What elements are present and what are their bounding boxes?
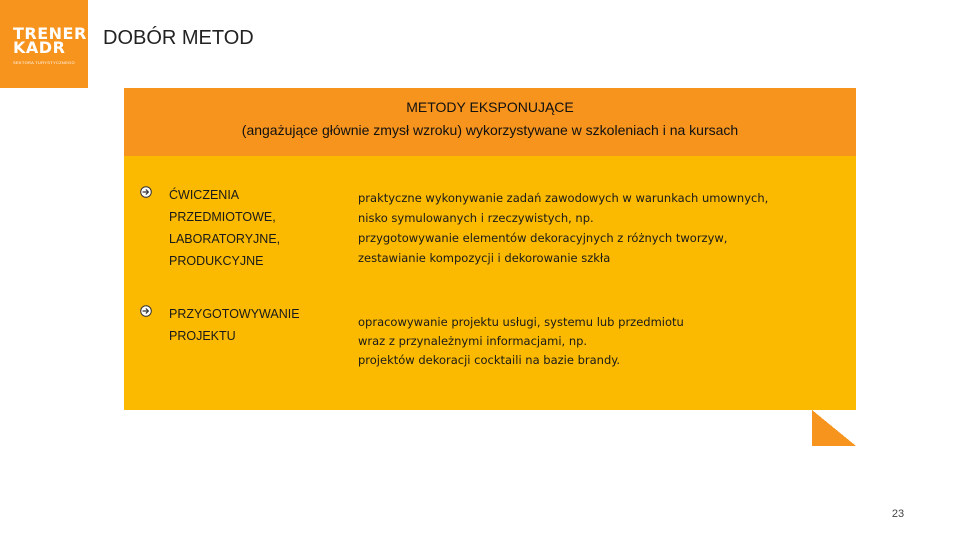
method-term: PRZYGOTOWYWANIE PROJEKTU: [169, 307, 300, 343]
logo-line1: TRENER: [13, 24, 87, 43]
logo-tagline: SEKTORA TURYSTYCZNEGO: [13, 60, 75, 65]
logo-line2: KADR: [13, 38, 66, 57]
method-description: opracowywanie projektu usługi, systemu lub przedmiotu wraz z przynależnymi informacjami, np. projektów dekoracji cocktaili na bazie brandy.: [358, 315, 684, 367]
panel-header-subtitle: (angażujące głównie zmysł wzroku) wykorzystywane w szkoleniach i na kursach: [241, 122, 739, 138]
panel-header: [124, 88, 856, 156]
methods-panel: [124, 88, 856, 410]
page-title: DOBÓR METOD: [103, 27, 254, 49]
arrow-circle-right-icon: [140, 186, 152, 198]
panel-header-title: METODY EKSPONUJĄCE: [406, 99, 574, 115]
method-description: praktyczne wykonywanie zadań zawodowych w warunkach umownych, nisko symulowanych i rzeczywistych, np. przygotowywanie elementów dekoracyjnych z różnych tworzyw, zestawianie kompozycji i dekorowanie szkła: [358, 191, 769, 265]
arrow-circle-right-icon: [140, 305, 152, 317]
logo: [0, 0, 88, 88]
page-number: 23: [891, 508, 905, 520]
page-curl-corner: [812, 410, 856, 446]
method-term: ĆWICZENIA PRZEDMIOTOWE, LABORATORYJNE, PRODUKCYJNE: [169, 188, 281, 268]
